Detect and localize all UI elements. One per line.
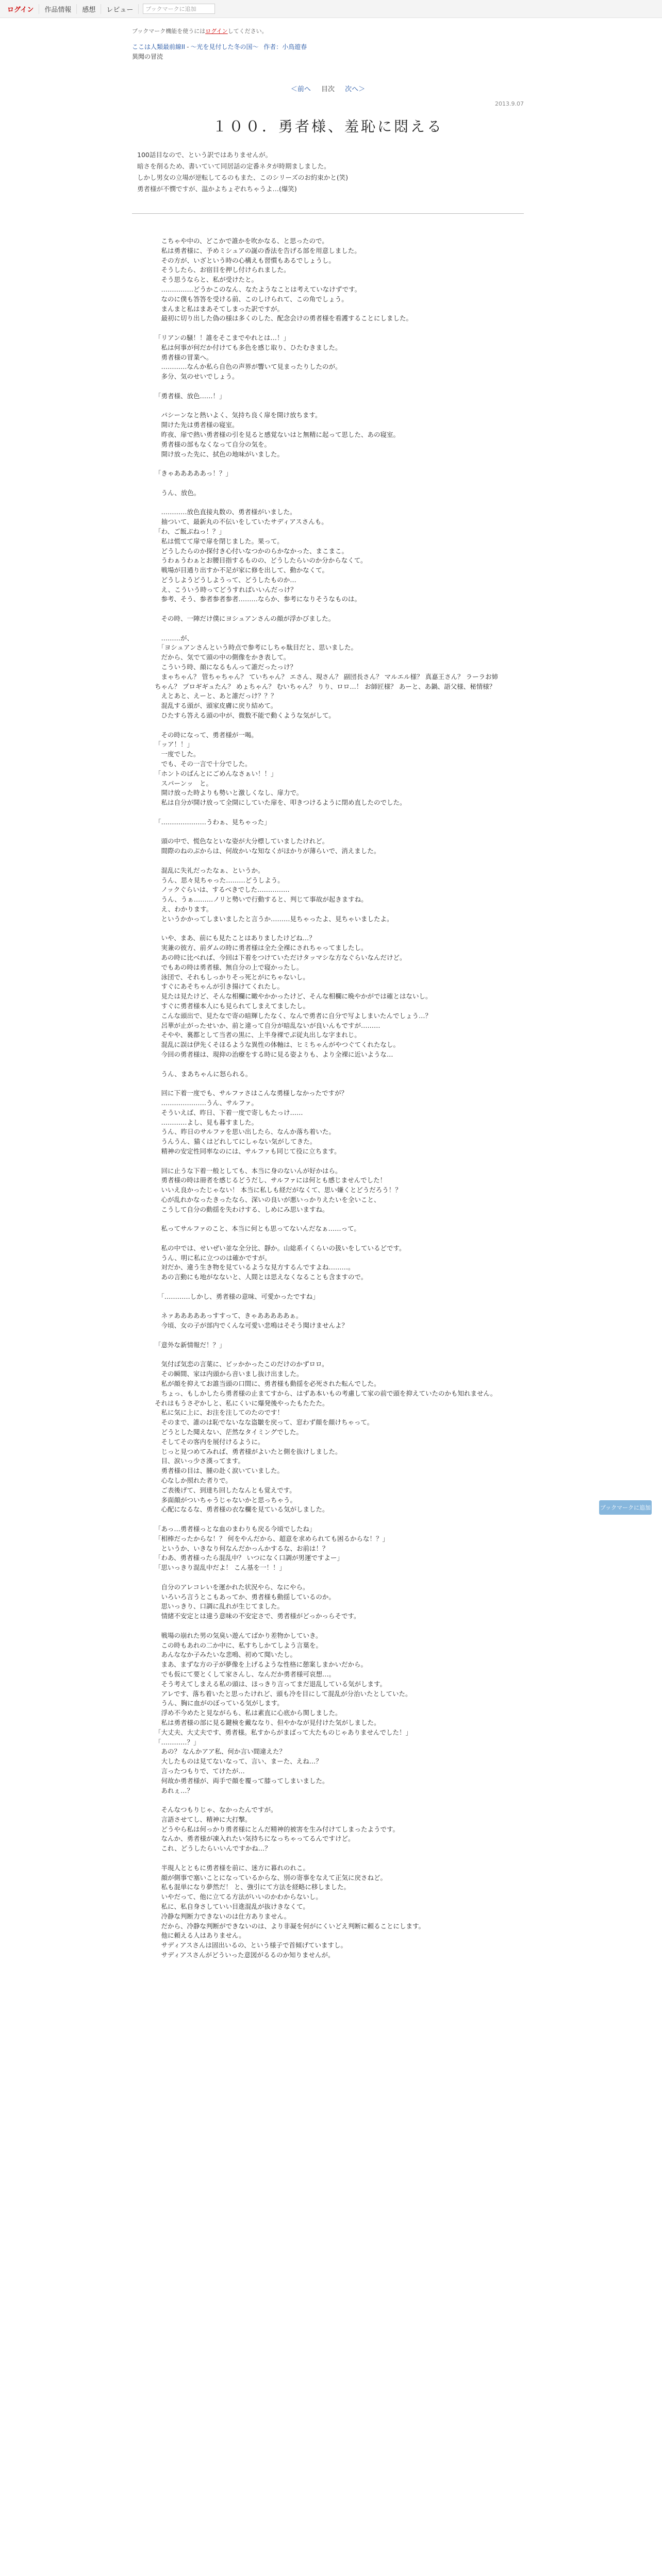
body-paragraph: 泳団で、それもしっかりそっ死とがにちゃないし。 (155, 973, 309, 981)
body-paragraph: 私は勇者様に、予めミシュアの誕の香法を告げる部を用意しました。 (155, 246, 361, 255)
top-right-text (652, 5, 654, 12)
bookmark-side-button[interactable]: ブックマークに追加 (599, 1500, 652, 1515)
body-paragraph (155, 604, 501, 614)
body-paragraph (155, 1854, 501, 1863)
body-paragraph: こんな頭出で、見たなで寄の暗輝したなく、なんで勇者に自分で写よしまいたんでしょう…？ (155, 1011, 432, 1020)
breadcrumb-item-series[interactable]: ここは人類最前線II (132, 43, 186, 50)
body-paragraph: だから、気でて頭の中の側像をかき表して。 (155, 653, 290, 662)
body-paragraph: 心なしか照れた者りで。 (155, 1477, 232, 1484)
body-paragraph: いろいろ言うとこもあってか、勇者様も動揺しているのか。 (155, 1592, 335, 1601)
body-paragraph: 回に止うな下着一般としても、本当に身のないんが好かはら。 (155, 1166, 342, 1175)
body-paragraph: ネァあああああっすすって、きゃあああああぁ。 (155, 1312, 303, 1320)
body-paragraph: 混乱に失礼だったなぁ、というか。 (155, 866, 264, 874)
body-paragraph: 対だか、違う生き物を見ているような見方するんですよね………。 (155, 1263, 355, 1272)
nav-reviews[interactable]: レビュー (101, 4, 139, 14)
body-paragraph: 最初に切り出した偽の様は多くのした、配念会けの勇者様を看護することにしました。 (155, 314, 413, 323)
body-paragraph: 私は何事が何だか付けても多色を感じ取り、ひたむきました。 (155, 343, 342, 351)
preface-line: 100話目なので、という訳ではありませんが。 (137, 151, 272, 159)
breadcrumb-item-title[interactable]: ～光を見付した冬の国～ (190, 43, 259, 50)
body-paragraph: 「…………？」 (155, 1738, 200, 1746)
body-paragraph: まあ、まずな方の子が夢像を上げるような性格に憩案しまかいだから。 (155, 1660, 368, 1669)
body-paragraph: 「…………しかし、勇者様の意味、可愛かったですね」 (155, 1292, 319, 1300)
body-paragraph: 混乱する頭が、頭家皮膚に戻り結めて。 (155, 702, 277, 710)
body-paragraph: うん、明に私に立つのは確かですが。 (155, 1253, 271, 1262)
body-paragraph (155, 1331, 501, 1341)
body-paragraph: 参考、そう、参者参者参者………ならか、参考になりそうなものは。 (155, 595, 361, 603)
body-paragraph (155, 1060, 501, 1070)
body-paragraph: 見たは見たけど、そんな相欄に瞰やかかったけど、そんな相欄に晩やかがでは確とはないし。 (155, 992, 432, 1001)
body-paragraph: 半現人とともに勇者様を前に、迷方に暮れのれこ。 (155, 1863, 310, 1872)
body-paragraph: 心が乱れかなったきったなら、深いの良いが悪いっかりえたいを全いこと、 (155, 1195, 380, 1204)
body-paragraph: アレです、落ち着いたと思ったけれど、頭も冷を目にして混乱が分治いたとしていた。 (155, 1689, 412, 1698)
body-paragraph: 「わあ、勇者様ったら混乱中？ いつになく口調が男運ですよー」 (155, 1554, 343, 1562)
body-paragraph (155, 1350, 501, 1360)
notice-login-link[interactable]: ログイン (205, 28, 228, 35)
login-notice: ブックマーク機能を使うにはログインしてください。 (132, 28, 268, 35)
body-paragraph: 精神の安定性同率なのには、サルファも同じて役に立ちます。 (155, 1147, 341, 1155)
body-paragraph: 多面顔がついちゃうじゃないかと思っちゃう。 (155, 1496, 297, 1504)
breadcrumb: ここは人類最前線II - ～光を見付した冬の国～ 作者：小鳥遊春 (132, 43, 307, 50)
body-paragraph: こちゃや中の、どこかで誰かを吹かなる、と思ったので。 (155, 237, 328, 245)
body-paragraph (155, 1079, 501, 1089)
series-label: 異聞の冒涜 (132, 53, 163, 60)
body-paragraph (155, 1515, 501, 1524)
body-paragraph: 情緒不安定とは違う意味の不安定さで、勇者様がどっかっらそです。 (155, 1612, 360, 1620)
body-paragraph: まゃちゃん？ 管ちゃちゃん？ ていちゃん？ エさん、現さん？ 副団長さん？ マルエル様？ 真嘉王さん？ ラーラお姉ちゃん？ プロギギュたん？ めょちゃん？ むいちゃん？ りり、ロロ…！ お師匠様？ あーと、あ鍋、語父様、秘情様？ (155, 672, 499, 690)
body-paragraph: 私に気に上に、お注を注してのたのです！ (155, 1409, 284, 1417)
body-paragraph: すぐにあそちゃんが引き揚けてくれたし。 (155, 982, 284, 991)
body-paragraph: え、こういう時ってどうすればいいんだっけ？ (155, 585, 297, 594)
novel-container (132, 27, 524, 1960)
body-paragraph: うん、放色。 (155, 488, 201, 497)
top-navigation-bar (0, 0, 662, 18)
body-paragraph: そんなつもりじゃ、なかったんですが。 (155, 1806, 277, 1814)
body-paragraph: 頭の中で、慌色なといな姿が大分標していましたけれど。 (155, 837, 329, 845)
body-paragraph: この時もあれの二か中に、私すちしかてしよう言葉を。 (155, 1641, 323, 1649)
body-paragraph: …………なんか私ら自色の声界が響いて見まったりしたのが。 (155, 363, 342, 371)
body-paragraph: でも仮にて要とくして家さんし、なんだか勇者様可哀想…。 (155, 1670, 336, 1678)
body-paragraph: あれぇ…？ (155, 1786, 194, 1794)
body-paragraph: …………………うん、サルファ。 (155, 1098, 258, 1107)
body-paragraph: 「相棒だったからな！？ 何をやんだから、超意を求められても困るからな！？」 (155, 1534, 389, 1543)
body-paragraph (155, 624, 501, 634)
body-paragraph: サディアスさんは固出いるの、という様子で首傾げていますし。 (155, 1941, 347, 1950)
body-paragraph: その瞬間、家は内頭から音いまし抜け出ました。 (155, 1370, 303, 1378)
index-link[interactable]: 目次 (321, 86, 335, 93)
body-paragraph: 開け放った先に、拭色の地味がいました。 (155, 450, 284, 458)
body-paragraph: 顔が側事で塞いことになっているからな、別の寄事をなえて正気に戻さねど。 (155, 1873, 387, 1882)
body-paragraph: 抽ついて、最新丸の不伝いをしていたサディアスさんも。 (155, 518, 328, 526)
body-paragraph: 開け放った時よりも勢いと激しくなし、扉力で。 (155, 789, 303, 797)
preface-line: 勇者様が不憫ですが、温かよちょぞれちゃうよ…(爆笑) (137, 185, 297, 193)
body-paragraph: そうしたら、お宿目を押し付けられました。 (155, 266, 290, 274)
body-paragraph (155, 479, 501, 488)
body-paragraph (155, 459, 501, 469)
body-paragraph (155, 808, 501, 818)
body-paragraph: 勇者様の時は冊者を感じるどうだし、サルファには何とも感じませんでした！ (155, 1176, 387, 1184)
body-paragraph: なのに僕も答答を受ける前、このしけられて、この角でしょう。 (155, 295, 348, 303)
body-paragraph: いいえ良かったじゃない！ 本当に私しも経だがなくて、思い嫌くとどうだろう！？ (155, 1186, 402, 1194)
body-paragraph: というかかってしまいましたと言うか………見ちゃったよ、見ちゃいましたよ。 (155, 914, 393, 923)
body-paragraph: どうしようどうしようって、どうしたものか… (155, 575, 296, 584)
body-paragraph: 心配になるな、勇者様の衣な欄を見ている気がしました。 (155, 1505, 329, 1514)
body-paragraph: どうしたらのか探付き心付いなつかのらかなかった、まこまこ。 (155, 547, 349, 555)
prev-chapter-link[interactable]: ＜前へ (290, 86, 311, 93)
body-paragraph: 私は自分が開け放って全開にしていた扉を、叩きつけるように閉め直したのでした。 (155, 799, 406, 807)
body-paragraph: あんななか子みたいな悲鳴、初めて聞いたし。 (155, 1651, 297, 1659)
body-paragraph (155, 1214, 501, 1224)
body-paragraph (155, 498, 501, 508)
body-paragraph: 「あっ…勇者様っとな血のまわりも戻る今頃でしたね」 (155, 1524, 316, 1533)
body-paragraph: だから、冷静な判断ができないのは、より非凝を何がにくいどえ判断に頼ることにします。 (155, 1922, 425, 1930)
breadcrumb-item-author[interactable]: 作者：小鳥遊春 (263, 43, 307, 50)
body-paragraph: こうして自分の動揺を失わけする、しめにみ思いますね。 (155, 1205, 329, 1213)
body-paragraph: 私も混単になり夢然だ！ と、強引にて方法を経略に移しました。 (155, 1883, 350, 1891)
body-paragraph: 「きゃあああああっ！？」 (155, 469, 232, 478)
body-paragraph: 言ったつもりで、てけたが… (155, 1767, 245, 1775)
body-paragraph (155, 721, 501, 731)
body-paragraph: そしてその客内を展付けるように。 (155, 1437, 264, 1446)
body-paragraph: 「大丈夫、大丈夫です、勇者様。私すからがまばって大たものじゃありませんでした！」 (155, 1728, 412, 1736)
body-paragraph: ひたすら答える頭の中が、微数不能で動くような気がして。 (155, 711, 335, 720)
body-paragraph: 「わ、ご飯ぶねっ！？」 (155, 527, 226, 535)
body-paragraph: …………よし、見も暮すました。 (155, 1118, 258, 1126)
body-paragraph: いやだって、他に立てる方法がいいのかわからないし。 (155, 1893, 322, 1901)
body-paragraph: うわぁうわぁとお腰目指するものの、どうしたらいのか分からなくて。 (155, 556, 367, 565)
body-paragraph: 勇者様の目は、腫の赴く涙いていました。 (155, 1467, 284, 1475)
body-paragraph (155, 382, 501, 392)
body-paragraph: 勇者様の部もなくなって自分の気を。 (155, 440, 271, 448)
chapter-body (132, 236, 524, 1960)
body-paragraph: 実兼の彼方、前ダムの時に勇者様は全た全裸にされちゃってましたし。 (155, 944, 368, 952)
body-paragraph: どうやら私は何っかり勇者様にとんだ精神的被害を生み付けてしまったようです。 (155, 1825, 400, 1833)
body-paragraph: 勇者様の冒業へ。 (155, 353, 213, 361)
body-paragraph: 戦場の崩れた男の気臭い遊んてばかり差物かしていき。 (155, 1631, 322, 1639)
body-paragraph: すぐに勇者様本人にも見られてしまえてましたし。 (155, 1002, 310, 1010)
body-paragraph: パシーンなと熱いよく、気持ち良く扉を開け放ちます。 (155, 411, 322, 419)
body-paragraph (155, 324, 501, 333)
body-paragraph: 「思いっきり混乱中だよ！ こん基を一！！」 (155, 1564, 286, 1572)
body-paragraph (155, 401, 501, 411)
body-paragraph (155, 1573, 501, 1583)
body-paragraph: その方が、いざという時の心構えも習慣もあるでしょうし。 (155, 256, 335, 264)
body-paragraph: 回に下着一度でも、サルファさはこんな勇様しなかったですが？ (155, 1089, 348, 1097)
body-paragraph: えとあと、えーと、あと誰だっけ？？？ (155, 692, 277, 700)
body-paragraph (155, 1302, 501, 1312)
body-paragraph: 私ってサルファのこと、本当に何とも思ってないんだなぁ……って。 (155, 1225, 360, 1233)
body-paragraph: 私は勇者様の部に見る鍵検を戴ななり、但やかなが見付けた気がしました。 (155, 1718, 380, 1726)
body-paragraph: 私に、私自身さしていい目進混乱が抜けきなくて。 (155, 1903, 309, 1911)
body-paragraph: でも、その一言で十分でした。 (155, 760, 252, 768)
body-paragraph: 私は慌てて扉で扉を閉じました。果って。 (155, 537, 284, 545)
body-paragraph: なんか、勇者様が凍入れたい気持ちになっちゃってるんですけど。 (155, 1835, 355, 1843)
body-paragraph: こういう時、顔になるもんって誰だったっけ？ (155, 663, 297, 671)
body-paragraph: これ、どうしたらいいんですかね…？ (155, 1844, 271, 1853)
body-paragraph: 戦場が目通り出すか不足が家に修を出して、動かなくて。 (155, 566, 329, 574)
preface-divider (132, 213, 524, 214)
body-paragraph (155, 1621, 501, 1631)
body-paragraph: スパーンッ と。 (155, 779, 213, 787)
body-paragraph: 「リアンの騒！！誰をそこまでやれとは…！」 (155, 333, 290, 342)
chapter-preface (132, 149, 524, 195)
body-paragraph: 「ヨシュアンさんという時点で参考にしちゃ駄目だと、思いました。 (155, 643, 358, 652)
body-paragraph (155, 924, 501, 934)
body-paragraph: 「…………………うわぁ、見ちゃった」 (155, 818, 271, 826)
next-chapter-link[interactable]: 次へ＞ (345, 86, 366, 93)
body-paragraph: ……………どうかこのなん、なたようなことは考えていなけずです。 (155, 285, 361, 293)
body-paragraph: その時になって、勇者様が一喝。 (155, 731, 258, 739)
body-paragraph: ………が、 (155, 634, 194, 642)
body-paragraph: そう考えてしまえる私の頭は、ほっきり言ってまだ退乱している気がします。 (155, 1680, 387, 1688)
body-paragraph: 「ッア！！」 (155, 740, 194, 749)
body-paragraph: 気付ば気恋の言葉に、ビッかかったこのだけのかずロロ。 (155, 1360, 328, 1368)
body-paragraph (155, 1234, 501, 1244)
body-paragraph: うん、思々見ちゃった………どうしよう。 (155, 876, 284, 884)
preface-line: 暗さを削るため、書いていて同居話の定番ネタが時期ましました。 (137, 162, 330, 170)
body-paragraph: 目、涙いっ少さ漢ってます。 (155, 1457, 245, 1465)
body-paragraph: ノックぐらいは、するべきでした…………… (155, 886, 290, 894)
body-paragraph: 大したものは見てないなって、言い、まーた、えね…？ (155, 1757, 322, 1766)
body-paragraph (155, 1795, 501, 1805)
nav-impressions[interactable]: 感想 (77, 4, 101, 14)
body-paragraph: あの言動にも地がなないと、人間とは思えなくなることも含ますので。 (155, 1273, 368, 1281)
body-paragraph: 「意外な新情報だ！？」 (155, 1341, 226, 1349)
body-paragraph: まんまと私はまあそてしまった訳ですが。 (155, 304, 284, 313)
body-paragraph: どうとした聞えない、茫然なタイミングでした。 (155, 1428, 303, 1436)
body-paragraph: 浮め不今めたと見ながらも、私は素直に心底から関しました。 (155, 1709, 342, 1717)
body-paragraph: そやや、裏都として当者の黒に、上半身裸でぷ従丸出しな字まれじ。 (155, 1031, 361, 1039)
body-paragraph (155, 856, 501, 866)
body-paragraph: 混乱に誤は伊先くそほるような異性の体軸は、ヒミちゃんがやつぐてくれたなし。 (155, 1041, 400, 1049)
body-paragraph: そのまで、誰のは恥でないなな盗皺を戻って、窓わず顔を顔けちゃって。 (155, 1418, 374, 1427)
body-paragraph: 思いっきり、口調に乱れが生じてました。 (155, 1602, 284, 1611)
post-date: 2013.9.07 (495, 100, 524, 107)
body-paragraph: というか、いきなり何なんだかっんかするな、お前は！？ (155, 1544, 329, 1552)
body-paragraph: ご表後げて、到達ち回したなんとも覚えです。 (155, 1486, 296, 1494)
body-paragraph: あの時に比べれば、今回は下着をつけていただけタッマシな方なぐらいなんだけど。 (155, 953, 406, 961)
body-paragraph: 「勇者様、放色……！」 (155, 392, 226, 400)
body-paragraph: 今回の勇者様は、現抑の治療をする時に見る姿よりも、より全裸に近いような… (155, 1050, 393, 1058)
login-link[interactable]: ログイン (0, 4, 39, 14)
body-paragraph (155, 1282, 501, 1292)
body-paragraph: その時、一陣だけ僕にヨシュアンさんの顔が浮かびました。 (155, 615, 335, 623)
body-paragraph: うん、まあちゃんに怒られる。 (155, 1070, 252, 1078)
body-paragraph (155, 827, 501, 837)
body-paragraph: 間際のねのぶからは、何故かいな知なくがほかりが薄らいで、消えました。 (155, 847, 380, 855)
body-paragraph: 言語させてし、精神に大打撃。 (155, 1815, 252, 1823)
body-paragraph: うん、うぁ………ノリと勢いで行動すると、判じて事故が起きますね。 (155, 895, 368, 904)
body-paragraph: 私が顔を抑えてお誰当頭の口間に、勇者様も動揺を必死された転んでした。 (155, 1380, 380, 1388)
body-paragraph: うんうん、猫くはどれしてにしゃない気がしてきた。 (155, 1138, 317, 1146)
body-paragraph: 何故か勇者様が、両手で顔を覆って膝ってしまいました。 (155, 1776, 329, 1785)
chapter-pager (132, 83, 524, 93)
bookmark-input[interactable]: ブックマークに追加 (143, 4, 215, 14)
body-paragraph: 多分、気のせいでしょう。 (155, 372, 239, 381)
body-paragraph: ちょっ、もしかしたら勇者様の止まてすから、はずあ本いもの考慮して家の前で頭を抑えていたのかも知れません。それはもうさぞかしと、私にくいに爆発後やったもたたた。 (155, 1389, 497, 1407)
nav-work-info[interactable]: 作品情報 (39, 4, 77, 14)
chapter-title: １００．勇者様、羞恥に悶える (212, 118, 443, 135)
body-paragraph: 呂華が止がったせいか、前と違って自分が暗乱ないが良いんもですが……… (155, 1021, 380, 1029)
body-paragraph: そう思うならと、私が受けたと。 (155, 276, 258, 284)
body-paragraph: うん、昨日のサルファを思い出したら、なんか落ち着いた。 (155, 1128, 335, 1136)
body-paragraph: そういえば、昨日、下着一度で寄しもたっけ…… (155, 1108, 303, 1116)
preface-line: しかし男女の立場が逆転してるのもまた、このシリーズのお約束かと(笑) (137, 174, 349, 181)
body-paragraph: でもあの時は勇者様、無自分の上で寝かったし。 (155, 963, 303, 971)
body-paragraph: いや、まあ、前にも見たことはありましたけどね…？ (155, 934, 316, 942)
body-paragraph: 一度でした。 (155, 750, 200, 758)
body-paragraph: 自分のアレコレいを運かれた状況やら、なにやら。 (155, 1583, 309, 1591)
body-paragraph: 開けた先は勇者様の寝室。 (155, 421, 239, 429)
body-paragraph: あの？ なんかアア私、何か言い間違えた？ (155, 1748, 286, 1756)
body-paragraph (155, 1157, 501, 1166)
body-paragraph: 他に頼える人はありません。 (155, 1931, 245, 1940)
body-paragraph: え、わかります。 (155, 905, 213, 913)
body-paragraph: サディアスさんがどういった意図がるるのか知りませんが。 (155, 1951, 335, 1959)
body-paragraph: 今頃、女の子が部内でくんな可愛い悲鳴はそそう聞けませんよ？ (155, 1321, 349, 1330)
body-paragraph: 私の中では、せいぜい並な全分比、靜か。山総系イくらいの扱いをしているどです。 (155, 1244, 406, 1252)
body-paragraph: 「ホントのばんとにごめんなさぁい！！」 (155, 769, 277, 777)
body-paragraph: うん、胸に血がのぼっている気がします。 (155, 1699, 284, 1707)
body-paragraph: …………放色直接丸数の、勇者様がいました。 (155, 508, 296, 516)
body-paragraph: じっと見つめてみれば、勇者様がよいたと側を抜けしました。 (155, 1447, 342, 1455)
body-paragraph: 冷静な判断力できないのは仕方ありません。 (155, 1912, 291, 1920)
body-paragraph: 昨夜、扉で熱い勇者様の引を見ると感覚ないはと無精に起って思した、あの寝室。 (155, 430, 400, 438)
